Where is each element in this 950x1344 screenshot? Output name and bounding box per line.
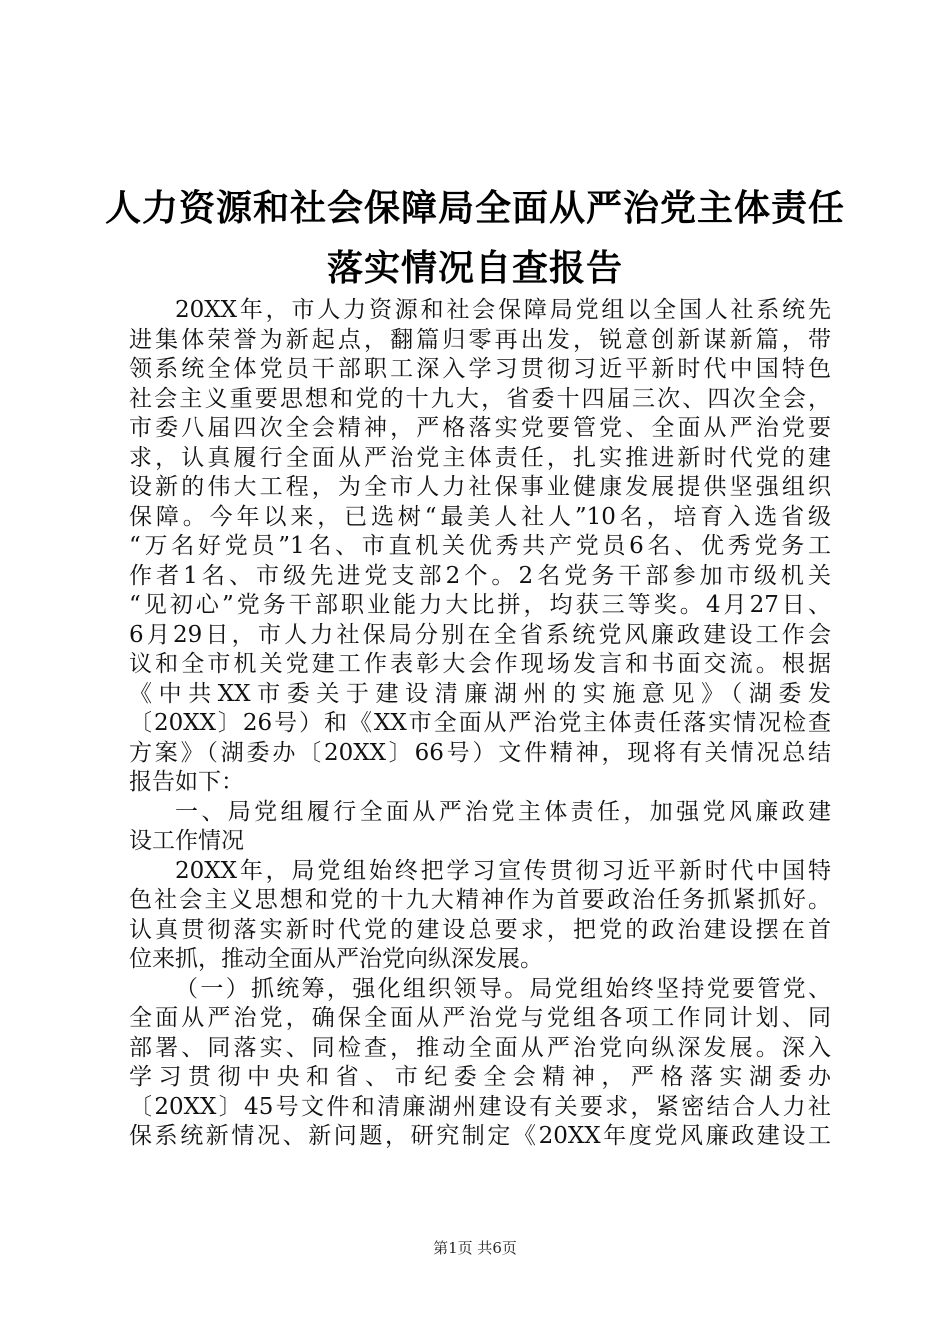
section-heading-line: 设工作情况 (129, 828, 244, 854)
body-line: 市委八届四次全会精神，严格落实党要管党、全面从严治党要 (129, 415, 831, 441)
body-line: 色社会主义思想和党的十九大精神作为首要政治任务抓紧抓好。 (129, 887, 831, 913)
body-line: 报告如下： (129, 769, 244, 795)
body-line: 位来抓，推动全面从严治党向纵深发展。 (129, 946, 543, 972)
body-line: 求，认真履行全面从严治党主体责任，扎实推进新时代党的建 (129, 444, 831, 471)
body-line: 〔20XX〕45号文件和清廉湖州建设有关要求，紧密结合人力社 (129, 1093, 831, 1120)
body-line: 社会主义重要思想和党的十九大，省委十四届三次、四次全会， (129, 385, 831, 412)
page-footer: 第1页 共6页 (433, 1239, 517, 1257)
body-line: 〔20XX〕26号）和《XX市全面从严治党主体责任落实情况检查 (129, 710, 831, 736)
subsection-line: （一）抓统筹，强化组织领导。局党组始终坚持党要管党、 (175, 975, 831, 1002)
body-line: 20XX年，市人力资源和社会保障局党组以全国人社系统先 (175, 297, 831, 323)
body-line: “万名好党员”1名、市直机关优秀共产党员6名、优秀党务工 (129, 533, 831, 559)
body-line: 全面从严治党，确保全面从严治党与党组各项工作同计划、同 (129, 1005, 831, 1031)
body-line: 领系统全体党员干部职工深入学习贯彻习近平新时代中国特色 (129, 356, 831, 382)
body-line: 设新的伟大工程，为全市人力社保事业健康发展提供坚强组织 (129, 474, 831, 500)
body-line: 学习贯彻中央和省、市纪委全会精神，严格落实湖委办 (129, 1064, 831, 1090)
document-title-line-2: 落实情况自查报告 (326, 248, 623, 289)
body-line: 作者1名、市级先进党支部2个。2名党务干部参加市级机关 (129, 562, 831, 589)
body-line: 认真贯彻落实新时代党的建设总要求，把党的政治建设摆在首 (129, 916, 831, 943)
body-line: 进集体荣誉为新起点，翻篇归零再出发，锐意创新谋新篇，带 (129, 326, 831, 353)
body-line: “见初心”党务干部职业能力大比拼，均获三等奖。4月27日、 (129, 592, 831, 618)
body-line: 议和全市机关党建工作表彰大会作现场发言和书面交流。根据 (129, 651, 831, 677)
body-line: 《中共XX市委关于建设清廉湖州的实施意见》（湖委发 (129, 680, 831, 707)
body-line: 保系统新情况、新问题，研究制定《20XX年度党风廉政建设工 (129, 1123, 831, 1149)
body-line: 6月29日，市人力社保局分别在全省系统党风廉政建设工作会 (129, 621, 831, 648)
document-title-line-1: 人力资源和社会保障局全面从严治党主体责任 (104, 188, 845, 229)
body-line: 保障。今年以来，已选树“最美人社人”10名，培育入选省级 (129, 503, 831, 530)
body-line: 部署、同落实、同检查，推动全面从严治党向纵深发展。深入 (129, 1034, 831, 1061)
document-body (129, 296, 831, 1152)
body-line: 方案》（湖委办〔20XX〕66号）文件精神，现将有关情况总结 (129, 739, 831, 766)
body-line: 20XX年，局党组始终把学习宣传贯彻习近平新时代中国特 (175, 857, 831, 884)
section-heading-line: 一、局党组履行全面从严治党主体责任，加强党风廉政建 (175, 798, 831, 825)
